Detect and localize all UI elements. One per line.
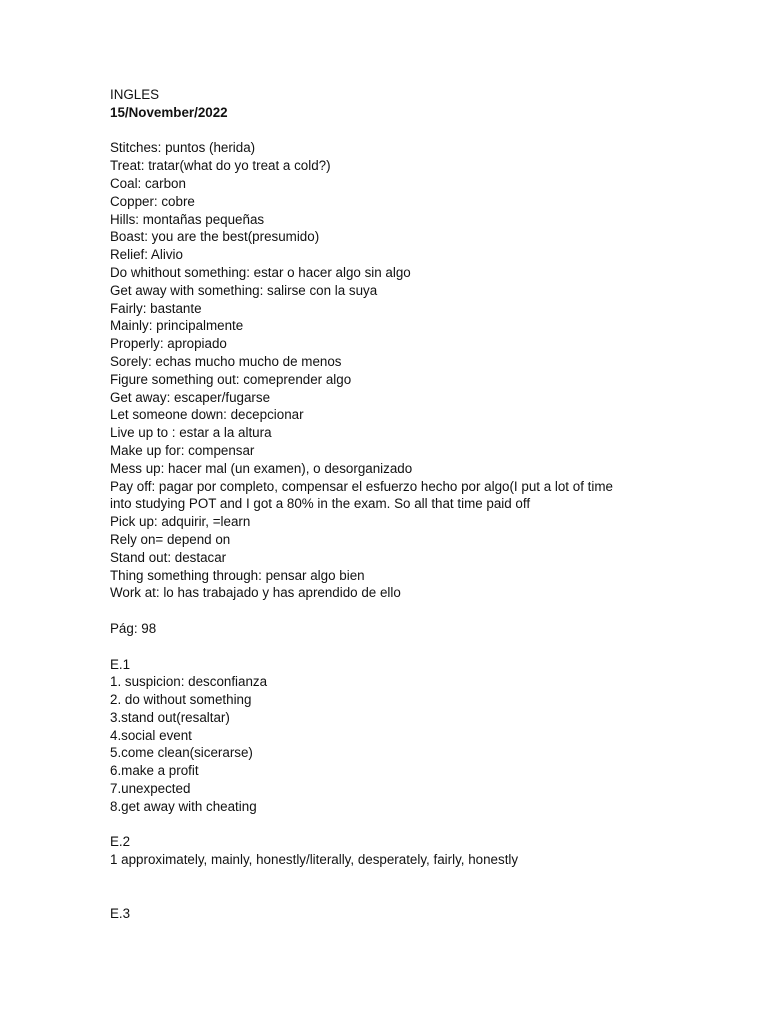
document-title: INGLES xyxy=(110,87,160,102)
vocab-line: Thing something through: pensar algo bien xyxy=(110,567,365,583)
exercise-item: 6.make a profit xyxy=(110,763,199,779)
vocab-line: Get away: escaper/fugarse xyxy=(110,389,271,405)
exercise-item: 8.get away with cheating xyxy=(110,798,257,814)
exercise-2 xyxy=(110,833,730,869)
vocab-line: Hills: montañas pequeñas xyxy=(110,211,265,227)
vocab-line: Stand out: destacar xyxy=(110,549,227,565)
exercise-3 xyxy=(110,905,730,923)
spacer xyxy=(110,638,730,656)
vocab-line: Live up to : estar a la altura xyxy=(110,425,272,441)
page-reference: Pág: 98 xyxy=(110,620,157,636)
vocab-line: Coal: carbon xyxy=(110,175,186,191)
vocab-line: Pay off: pagar por completo, compensar el esfuerzo hecho por algo(I put a lot of time xyxy=(110,478,613,494)
vocabulary-list xyxy=(110,139,730,602)
exercise-item: 4.social event xyxy=(110,727,192,743)
vocab-line: Rely on= depend on xyxy=(110,531,231,547)
vocab-line: Make up for: compensar xyxy=(110,442,255,458)
vocab-line: Get away with something: salirse con la suya xyxy=(110,282,378,298)
exercise-item: 1 approximately, mainly, honestly/literally, desperately, fairly, honestly xyxy=(110,852,519,868)
exercise-item: 7.unexpected xyxy=(110,781,191,797)
vocab-line: Relief: Alivio xyxy=(110,247,183,263)
spacer xyxy=(110,122,730,140)
vocab-line: Pick up: adquirir, =learn xyxy=(110,514,251,530)
exercise-item: 5.come clean(sicerarse) xyxy=(110,745,253,761)
exercise-item: 3.stand out(resaltar) xyxy=(110,709,230,725)
vocab-line: Figure something out: comeprender algo xyxy=(110,371,352,387)
vocab-line: Stitches: puntos (herida) xyxy=(110,140,256,156)
vocab-line: Boast: you are the best(presumido) xyxy=(110,229,320,245)
vocab-line: Copper: cobre xyxy=(110,193,195,209)
document-date: 15/November/2022 xyxy=(110,104,228,120)
vocab-line: Treat: tratar(what do yo treat a cold?) xyxy=(110,158,331,174)
spacer xyxy=(110,602,730,620)
vocab-line: Properly: apropiado xyxy=(110,336,227,352)
document-page xyxy=(110,86,730,922)
vocab-line: Mess up: hacer mal (un examen), o desorganizado xyxy=(110,460,413,476)
vocab-line: Do whithout something: estar o hacer algo sin algo xyxy=(110,264,411,280)
exercise-heading: E.2 xyxy=(110,834,131,850)
vocab-line: into studying POT and I got a 80% in the exam. So all that time paid off xyxy=(110,496,531,512)
vocab-line: Mainly: principalmente xyxy=(110,318,244,334)
exercise-item: 1. suspicion: desconfianza xyxy=(110,674,268,690)
vocab-line: Let someone down: decepcionar xyxy=(110,407,304,423)
spacer xyxy=(110,869,730,905)
exercise-heading: E.3 xyxy=(110,905,131,921)
spacer xyxy=(110,816,730,834)
vocab-line: Fairly: bastante xyxy=(110,300,202,316)
exercise-heading: E.1 xyxy=(110,656,131,672)
exercise-1 xyxy=(110,656,730,816)
exercise-item: 2. do without something xyxy=(110,692,252,708)
vocab-line: Work at: lo has trabajado y has aprendido de ello xyxy=(110,585,401,601)
vocab-line: Sorely: echas mucho mucho de menos xyxy=(110,353,342,369)
